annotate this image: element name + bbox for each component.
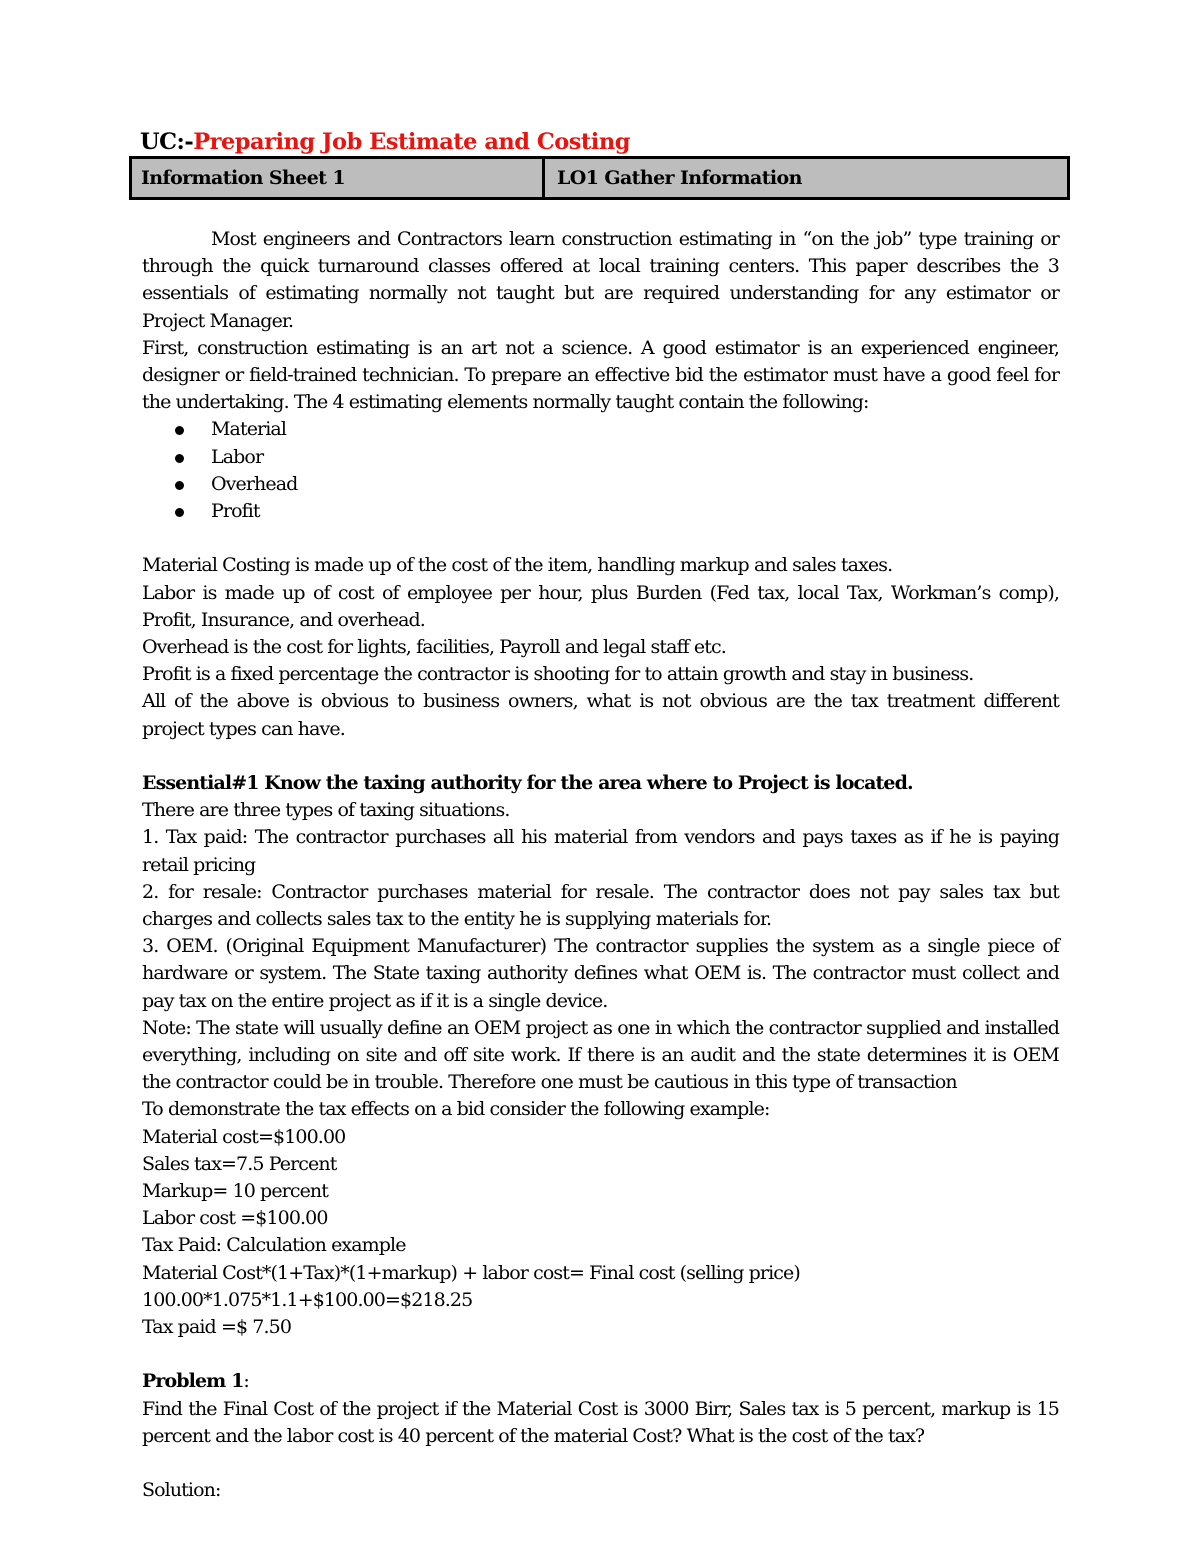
example-line: Material Cost*(1+Tax)*(1+markup) + labor cost= Final cost (selling price)	[142, 1261, 800, 1284]
example-line: Labor cost =$100.00	[142, 1207, 328, 1230]
list-item	[142, 416, 1059, 443]
list-item-text: Material	[211, 418, 287, 441]
unit-prefix: UC:-	[140, 129, 194, 155]
example-line: Material cost=$100.00	[142, 1125, 346, 1148]
essential-1-heading: Essential#1 Know the taxing authority for the area where to Project is located.	[142, 771, 913, 794]
taxing-situations-intro: There are three types of taxing situations.	[142, 799, 510, 822]
overhead-definition: Overhead is the cost for lights, facilities, Payroll and legal staff etc.	[142, 635, 726, 658]
list-item-text: Profit	[211, 499, 260, 522]
bullet-icon	[175, 426, 184, 435]
spacer	[142, 525, 1059, 552]
list-item	[142, 471, 1059, 498]
problem-1-heading	[142, 1368, 1059, 1395]
bullet-icon	[175, 454, 184, 463]
solution-label: Solution:	[142, 1479, 221, 1502]
info-sheet-table	[129, 156, 1070, 200]
learning-outcome-label: LO1 Gather Information	[557, 167, 802, 189]
labor-definition: Labor is made up of cost of employee per hour, plus Burden (Fed tax, local Tax, Workman’s comp), Profit, Insurance, and overhead.	[142, 581, 1059, 631]
spacer	[142, 1450, 1059, 1477]
intro-paragraph: Most engineers and Contractors learn construction estimating in “on the job” type training or through the quick turnaround classes offered at local training centers. This paper describes the 3 essentials of estimating normally not taught but are required understanding for any estimator or Project Manager.	[142, 228, 1059, 332]
profit-definition: Profit is a fixed percentage the contractor is shooting for to attain growth and stay in business.	[142, 663, 974, 686]
problem-1-text: Find the Final Cost of the project if the Material Cost is 3000 Birr, Sales tax is 5 percent, markup is 15 percent and the labor cost is 40 percent of the material Cost? What is the cost of the tax?	[142, 1397, 1059, 1447]
spacer	[142, 1341, 1059, 1368]
list-item	[142, 498, 1059, 525]
bullet-icon	[175, 481, 184, 490]
example-line: Tax Paid: Calculation example	[142, 1234, 406, 1257]
resale-item: 2. for resale: Contractor purchases material for resale. The contractor does not pay sales tax but charges and collects sales tax to the entity he is supplying materials for.	[142, 880, 1059, 930]
summary-paragraph: All of the above is obvious to business owners, what is not obvious are the tax treatment different project types can have.	[142, 690, 1059, 740]
estimating-elements-list	[142, 416, 1059, 525]
example-line: 100.00*1.075*1.1+$100.00=$218.25	[142, 1288, 473, 1311]
oem-item: 3. OEM. (Original Equipment Manufacturer) The contractor supplies the system as a single piece of hardware or system. The State taxing authority defines what OEM is. The contractor must collect and pay tax on the entire project as if it is a single device.	[142, 935, 1059, 1012]
example-line: Sales tax=7.5 Percent	[142, 1152, 337, 1175]
problem-1-label: Problem 1	[142, 1370, 244, 1393]
art-not-science-paragraph: First, construction estimating is an art not a science. A good estimator is an experienced engineer, designer or field-trained technician. To prepare an effective bid the estimator must have a good feel for the undertaking. The 4 estimating elements normally taught contain the following:	[142, 336, 1059, 414]
list-item-text: Overhead	[211, 472, 298, 495]
unit-title	[140, 126, 630, 158]
problem-1-colon: :	[243, 1370, 249, 1393]
material-definition: Material Costing is made up of the cost of the item, handling markup and sales taxes.	[142, 554, 893, 577]
list-item	[142, 444, 1059, 471]
list-item-text: Labor	[211, 445, 264, 468]
example-line: Tax paid =$ 7.50	[142, 1316, 292, 1339]
oem-note: Note: The state will usually define an OEM project as one in which the contractor supplied and installed everything, including on site and off site work. If there is an audit and the state determines it is OEM the contractor could be in trouble. Therefore one must be cautious in this type of transaction	[142, 1016, 1059, 1094]
info-sheet-label: Information Sheet 1	[132, 159, 545, 197]
tax-paid-item: 1. Tax paid: The contractor purchases all his material from vendors and pays taxes as if he is paying retail pricing	[142, 826, 1059, 876]
document-body	[142, 226, 1059, 1504]
bullet-icon	[175, 508, 184, 517]
demo-intro: To demonstrate the tax effects on a bid consider the following example:	[142, 1098, 770, 1121]
unit-name: Preparing Job Estimate and Costing	[193, 129, 630, 155]
example-line: Markup= 10 percent	[142, 1180, 328, 1203]
spacer	[142, 743, 1059, 770]
